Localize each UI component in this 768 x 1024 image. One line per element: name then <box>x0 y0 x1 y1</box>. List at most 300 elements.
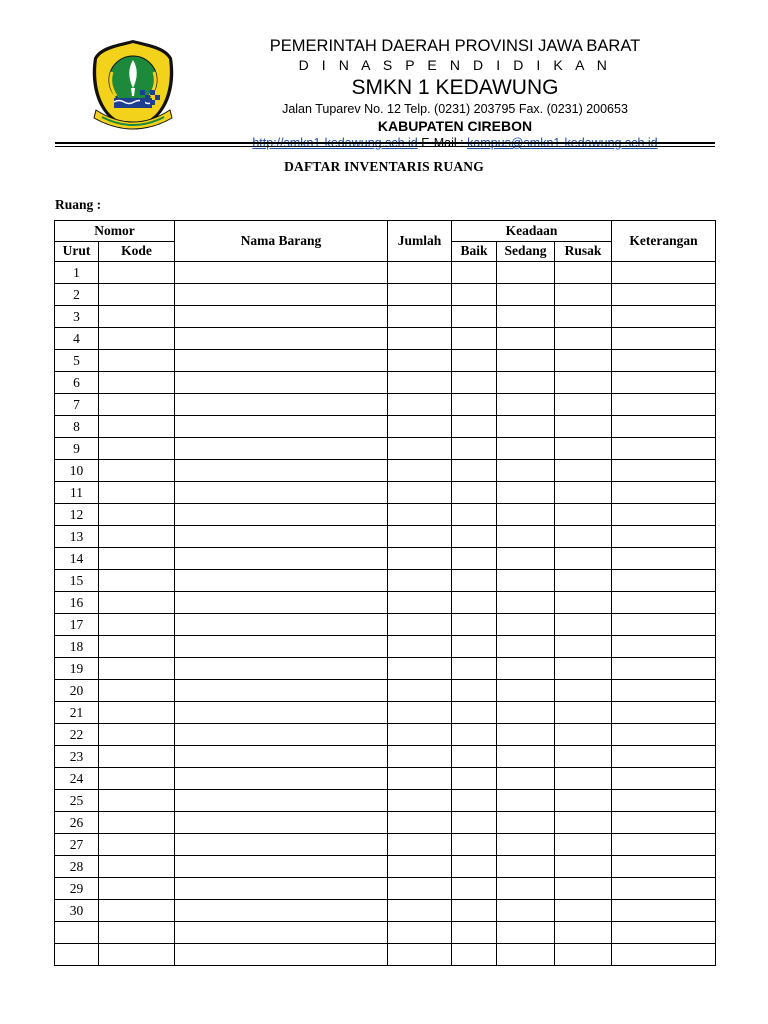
cell-keterangan <box>612 724 716 746</box>
inventory-table-header <box>55 221 716 262</box>
cell-baik <box>452 592 497 614</box>
cell-nama-barang <box>175 658 388 680</box>
cell-nama-barang <box>175 350 388 372</box>
cell-sedang <box>497 592 555 614</box>
document-title: DAFTAR INVENTARIS RUANG <box>284 159 484 174</box>
cell-jumlah <box>388 262 452 284</box>
cell-urut: 14 <box>55 548 99 570</box>
cell-jumlah <box>388 460 452 482</box>
cell-rusak <box>555 526 612 548</box>
cell-kode <box>99 394 175 416</box>
header-nama-barang: Nama Barang <box>175 221 388 262</box>
cell-jumlah <box>388 790 452 812</box>
cell-nama-barang <box>175 306 388 328</box>
cell-rusak <box>555 944 612 966</box>
cell-keterangan <box>612 790 716 812</box>
cell-baik <box>452 416 497 438</box>
cell-urut: 11 <box>55 482 99 504</box>
cell-baik <box>452 878 497 900</box>
cell-keterangan <box>612 812 716 834</box>
table-row <box>55 900 716 922</box>
cell-urut: 15 <box>55 570 99 592</box>
cell-keterangan <box>612 284 716 306</box>
cell-baik <box>452 262 497 284</box>
cell-keterangan <box>612 262 716 284</box>
cell-keterangan <box>612 636 716 658</box>
cell-baik <box>452 328 497 350</box>
cell-kode <box>99 570 175 592</box>
cell-baik <box>452 790 497 812</box>
table-row <box>55 394 716 416</box>
cell-baik <box>452 834 497 856</box>
cell-baik <box>452 944 497 966</box>
cell-keterangan <box>612 900 716 922</box>
header-urut: Urut <box>55 241 99 262</box>
table-row <box>55 306 716 328</box>
cell-rusak <box>555 504 612 526</box>
cell-keterangan <box>612 328 716 350</box>
inventory-table <box>54 220 716 966</box>
cell-sedang <box>497 944 555 966</box>
cell-baik <box>452 394 497 416</box>
cell-sedang <box>497 526 555 548</box>
cell-kode <box>99 834 175 856</box>
cell-kode <box>99 790 175 812</box>
cell-baik <box>452 372 497 394</box>
cell-urut: 7 <box>55 394 99 416</box>
cell-rusak <box>555 878 612 900</box>
cell-urut: 26 <box>55 812 99 834</box>
cell-baik <box>452 746 497 768</box>
table-row <box>55 658 716 680</box>
cell-kode <box>99 944 175 966</box>
cell-kode <box>99 614 175 636</box>
cell-urut: 1 <box>55 262 99 284</box>
cell-nama-barang <box>175 768 388 790</box>
cell-jumlah <box>388 834 452 856</box>
cell-urut <box>55 944 99 966</box>
cell-sedang <box>497 856 555 878</box>
cell-keterangan <box>612 416 716 438</box>
cell-keterangan <box>612 592 716 614</box>
cell-rusak <box>555 570 612 592</box>
cell-rusak <box>555 768 612 790</box>
table-row <box>55 570 716 592</box>
cell-nama-barang <box>175 790 388 812</box>
cell-rusak <box>555 306 612 328</box>
cell-sedang <box>497 922 555 944</box>
cell-jumlah <box>388 636 452 658</box>
table-row <box>55 460 716 482</box>
cell-keterangan <box>612 834 716 856</box>
cell-urut: 25 <box>55 790 99 812</box>
cell-keterangan <box>612 504 716 526</box>
cell-jumlah <box>388 724 452 746</box>
cell-keterangan <box>612 680 716 702</box>
cell-baik <box>452 460 497 482</box>
cell-sedang <box>497 328 555 350</box>
table-row <box>55 284 716 306</box>
cell-jumlah <box>388 350 452 372</box>
cell-urut: 30 <box>55 900 99 922</box>
cell-kode <box>99 482 175 504</box>
cell-rusak <box>555 922 612 944</box>
cell-sedang <box>497 306 555 328</box>
cell-rusak <box>555 548 612 570</box>
table-row <box>55 592 716 614</box>
cell-sedang <box>497 548 555 570</box>
cell-urut: 6 <box>55 372 99 394</box>
cell-rusak <box>555 790 612 812</box>
cell-jumlah <box>388 658 452 680</box>
cell-nama-barang <box>175 680 388 702</box>
cell-baik <box>452 812 497 834</box>
letterhead-divider-thin <box>55 146 715 147</box>
cell-kode <box>99 328 175 350</box>
cell-urut: 29 <box>55 878 99 900</box>
cell-baik <box>452 724 497 746</box>
cell-keterangan <box>612 922 716 944</box>
cell-baik <box>452 482 497 504</box>
cell-kode <box>99 680 175 702</box>
cell-jumlah <box>388 878 452 900</box>
table-row <box>55 438 716 460</box>
cell-baik <box>452 284 497 306</box>
cell-nama-barang <box>175 394 388 416</box>
cell-sedang <box>497 724 555 746</box>
table-row <box>55 680 716 702</box>
cell-kode <box>99 812 175 834</box>
cell-baik <box>452 900 497 922</box>
cell-urut: 8 <box>55 416 99 438</box>
table-row <box>55 856 716 878</box>
letterhead-text <box>200 36 710 151</box>
cell-nama-barang <box>175 636 388 658</box>
cell-keterangan <box>612 306 716 328</box>
cell-nama-barang <box>175 284 388 306</box>
cell-rusak <box>555 416 612 438</box>
cell-jumlah <box>388 746 452 768</box>
cell-urut: 12 <box>55 504 99 526</box>
table-row <box>55 504 716 526</box>
cell-urut: 23 <box>55 746 99 768</box>
cell-baik <box>452 614 497 636</box>
cell-urut: 10 <box>55 460 99 482</box>
cell-urut: 22 <box>55 724 99 746</box>
cell-rusak <box>555 394 612 416</box>
cell-keterangan <box>612 548 716 570</box>
cell-urut: 27 <box>55 834 99 856</box>
cell-sedang <box>497 284 555 306</box>
header-keadaan: Keadaan <box>452 221 612 242</box>
table-row <box>55 548 716 570</box>
cell-nama-barang <box>175 944 388 966</box>
cell-urut: 5 <box>55 350 99 372</box>
cell-kode <box>99 922 175 944</box>
cell-jumlah <box>388 812 452 834</box>
table-row <box>55 768 716 790</box>
cell-keterangan <box>612 702 716 724</box>
cell-kode <box>99 284 175 306</box>
header-nomor: Nomor <box>55 221 175 242</box>
letterhead <box>0 0 768 160</box>
table-row <box>55 482 716 504</box>
cell-nama-barang <box>175 614 388 636</box>
cell-sedang <box>497 350 555 372</box>
cell-jumlah <box>388 306 452 328</box>
table-row <box>55 372 716 394</box>
cell-nama-barang <box>175 702 388 724</box>
cell-jumlah <box>388 284 452 306</box>
cell-kode <box>99 592 175 614</box>
cell-urut: 16 <box>55 592 99 614</box>
cell-jumlah <box>388 328 452 350</box>
table-row <box>55 834 716 856</box>
cell-urut: 19 <box>55 658 99 680</box>
cell-sedang <box>497 834 555 856</box>
cell-baik <box>452 504 497 526</box>
cell-nama-barang <box>175 372 388 394</box>
cell-rusak <box>555 262 612 284</box>
cell-nama-barang <box>175 438 388 460</box>
cell-sedang <box>497 790 555 812</box>
cell-sedang <box>497 658 555 680</box>
cell-kode <box>99 900 175 922</box>
cell-baik <box>452 570 497 592</box>
cell-baik <box>452 680 497 702</box>
cell-rusak <box>555 482 612 504</box>
cell-nama-barang <box>175 724 388 746</box>
cell-jumlah <box>388 614 452 636</box>
cell-kode <box>99 548 175 570</box>
cell-urut: 28 <box>55 856 99 878</box>
cell-urut: 9 <box>55 438 99 460</box>
cell-baik <box>452 350 497 372</box>
cell-rusak <box>555 834 612 856</box>
room-label: Ruang : <box>55 197 102 212</box>
cell-nama-barang <box>175 328 388 350</box>
cell-rusak <box>555 680 612 702</box>
header-kode: Kode <box>99 241 175 262</box>
cell-sedang <box>497 372 555 394</box>
table-row <box>55 812 716 834</box>
table-row <box>55 790 716 812</box>
cell-urut: 18 <box>55 636 99 658</box>
department-name: D I N A S P E N D I D I K A N <box>298 57 612 73</box>
cell-sedang <box>497 680 555 702</box>
cell-kode <box>99 636 175 658</box>
cell-kode <box>99 262 175 284</box>
cell-sedang <box>497 812 555 834</box>
cell-keterangan <box>612 526 716 548</box>
cell-kode <box>99 306 175 328</box>
cell-jumlah <box>388 856 452 878</box>
cell-jumlah <box>388 504 452 526</box>
cell-rusak <box>555 658 612 680</box>
cell-nama-barang <box>175 416 388 438</box>
cell-baik <box>452 658 497 680</box>
cell-keterangan <box>612 944 716 966</box>
cell-kode <box>99 878 175 900</box>
cell-keterangan <box>612 768 716 790</box>
header-baik: Baik <box>452 241 497 262</box>
cell-kode <box>99 416 175 438</box>
cell-keterangan <box>612 658 716 680</box>
cell-sedang <box>497 394 555 416</box>
cell-jumlah <box>388 482 452 504</box>
cell-kode <box>99 702 175 724</box>
table-row <box>55 746 716 768</box>
cell-baik <box>452 636 497 658</box>
cell-rusak <box>555 350 612 372</box>
cell-rusak <box>555 614 612 636</box>
letterhead-divider-thick <box>55 142 715 144</box>
cell-rusak <box>555 438 612 460</box>
cell-sedang <box>497 900 555 922</box>
cell-urut: 20 <box>55 680 99 702</box>
cell-jumlah <box>388 944 452 966</box>
cell-kode <box>99 856 175 878</box>
cell-keterangan <box>612 438 716 460</box>
table-row <box>55 262 716 284</box>
table-row <box>55 416 716 438</box>
table-row <box>55 878 716 900</box>
school-name: SMKN 1 KEDAWUNG <box>351 76 559 99</box>
header-jumlah: Jumlah <box>388 221 452 262</box>
table-row <box>55 922 716 944</box>
cell-nama-barang <box>175 812 388 834</box>
cell-nama-barang <box>175 548 388 570</box>
cell-sedang <box>497 438 555 460</box>
cell-kode <box>99 372 175 394</box>
cell-jumlah <box>388 768 452 790</box>
cell-kode <box>99 526 175 548</box>
cell-kode <box>99 460 175 482</box>
cell-nama-barang <box>175 526 388 548</box>
cell-kode <box>99 658 175 680</box>
cell-baik <box>452 922 497 944</box>
cell-keterangan <box>612 570 716 592</box>
cell-sedang <box>497 416 555 438</box>
cell-kode <box>99 504 175 526</box>
cell-jumlah <box>388 548 452 570</box>
header-keterangan: Keterangan <box>612 221 716 262</box>
cell-nama-barang <box>175 746 388 768</box>
cell-kode <box>99 438 175 460</box>
table-row <box>55 328 716 350</box>
cell-sedang <box>497 636 555 658</box>
cell-keterangan <box>612 372 716 394</box>
cell-rusak <box>555 372 612 394</box>
table-row <box>55 350 716 372</box>
cell-jumlah <box>388 900 452 922</box>
cell-sedang <box>497 614 555 636</box>
cell-nama-barang <box>175 460 388 482</box>
cell-nama-barang <box>175 592 388 614</box>
cell-nama-barang <box>175 262 388 284</box>
cell-jumlah <box>388 702 452 724</box>
table-row <box>55 614 716 636</box>
cell-sedang <box>497 570 555 592</box>
cell-rusak <box>555 812 612 834</box>
header-rusak: Rusak <box>555 241 612 262</box>
regency-name: KABUPATEN CIREBON <box>377 118 533 134</box>
cell-baik <box>452 702 497 724</box>
cell-kode <box>99 724 175 746</box>
cell-jumlah <box>388 592 452 614</box>
cell-jumlah <box>388 680 452 702</box>
cell-baik <box>452 526 497 548</box>
cell-sedang <box>497 460 555 482</box>
cell-keterangan <box>612 482 716 504</box>
cell-rusak <box>555 900 612 922</box>
cell-nama-barang <box>175 834 388 856</box>
cell-jumlah <box>388 394 452 416</box>
cell-baik <box>452 438 497 460</box>
cell-urut: 2 <box>55 284 99 306</box>
cell-rusak <box>555 746 612 768</box>
cell-urut: 21 <box>55 702 99 724</box>
cell-rusak <box>555 702 612 724</box>
cell-keterangan <box>612 856 716 878</box>
cell-jumlah <box>388 372 452 394</box>
cell-urut <box>55 922 99 944</box>
cell-rusak <box>555 460 612 482</box>
cell-urut: 3 <box>55 306 99 328</box>
cell-nama-barang <box>175 856 388 878</box>
cell-kode <box>99 768 175 790</box>
inventory-table-body <box>55 262 716 966</box>
cell-urut: 17 <box>55 614 99 636</box>
cell-keterangan <box>612 878 716 900</box>
cell-keterangan <box>612 460 716 482</box>
cell-rusak <box>555 724 612 746</box>
government-name: PEMERINTAH DAERAH PROVINSI JAWA BARAT <box>269 37 641 55</box>
cell-nama-barang <box>175 900 388 922</box>
table-row <box>55 702 716 724</box>
cell-jumlah <box>388 570 452 592</box>
cell-urut: 24 <box>55 768 99 790</box>
cell-nama-barang <box>175 878 388 900</box>
cell-keterangan <box>612 350 716 372</box>
cell-rusak <box>555 592 612 614</box>
table-row <box>55 724 716 746</box>
cell-rusak <box>555 284 612 306</box>
cell-kode <box>99 350 175 372</box>
cell-sedang <box>497 262 555 284</box>
header-sedang: Sedang <box>497 241 555 262</box>
cell-rusak <box>555 328 612 350</box>
cell-baik <box>452 548 497 570</box>
cell-baik <box>452 768 497 790</box>
cell-urut: 13 <box>55 526 99 548</box>
cell-keterangan <box>612 394 716 416</box>
table-row <box>55 636 716 658</box>
cell-sedang <box>497 768 555 790</box>
province-emblem-icon <box>90 38 176 130</box>
cell-nama-barang <box>175 922 388 944</box>
cell-rusak <box>555 636 612 658</box>
cell-sedang <box>497 878 555 900</box>
cell-sedang <box>497 504 555 526</box>
table-row <box>55 944 716 966</box>
cell-jumlah <box>388 438 452 460</box>
cell-jumlah <box>388 922 452 944</box>
cell-sedang <box>497 482 555 504</box>
cell-keterangan <box>612 746 716 768</box>
table-row <box>55 526 716 548</box>
school-address: Jalan Tuparev No. 12 Telp. (0231) 203795 Fax. (0231) 200653 <box>282 102 628 116</box>
